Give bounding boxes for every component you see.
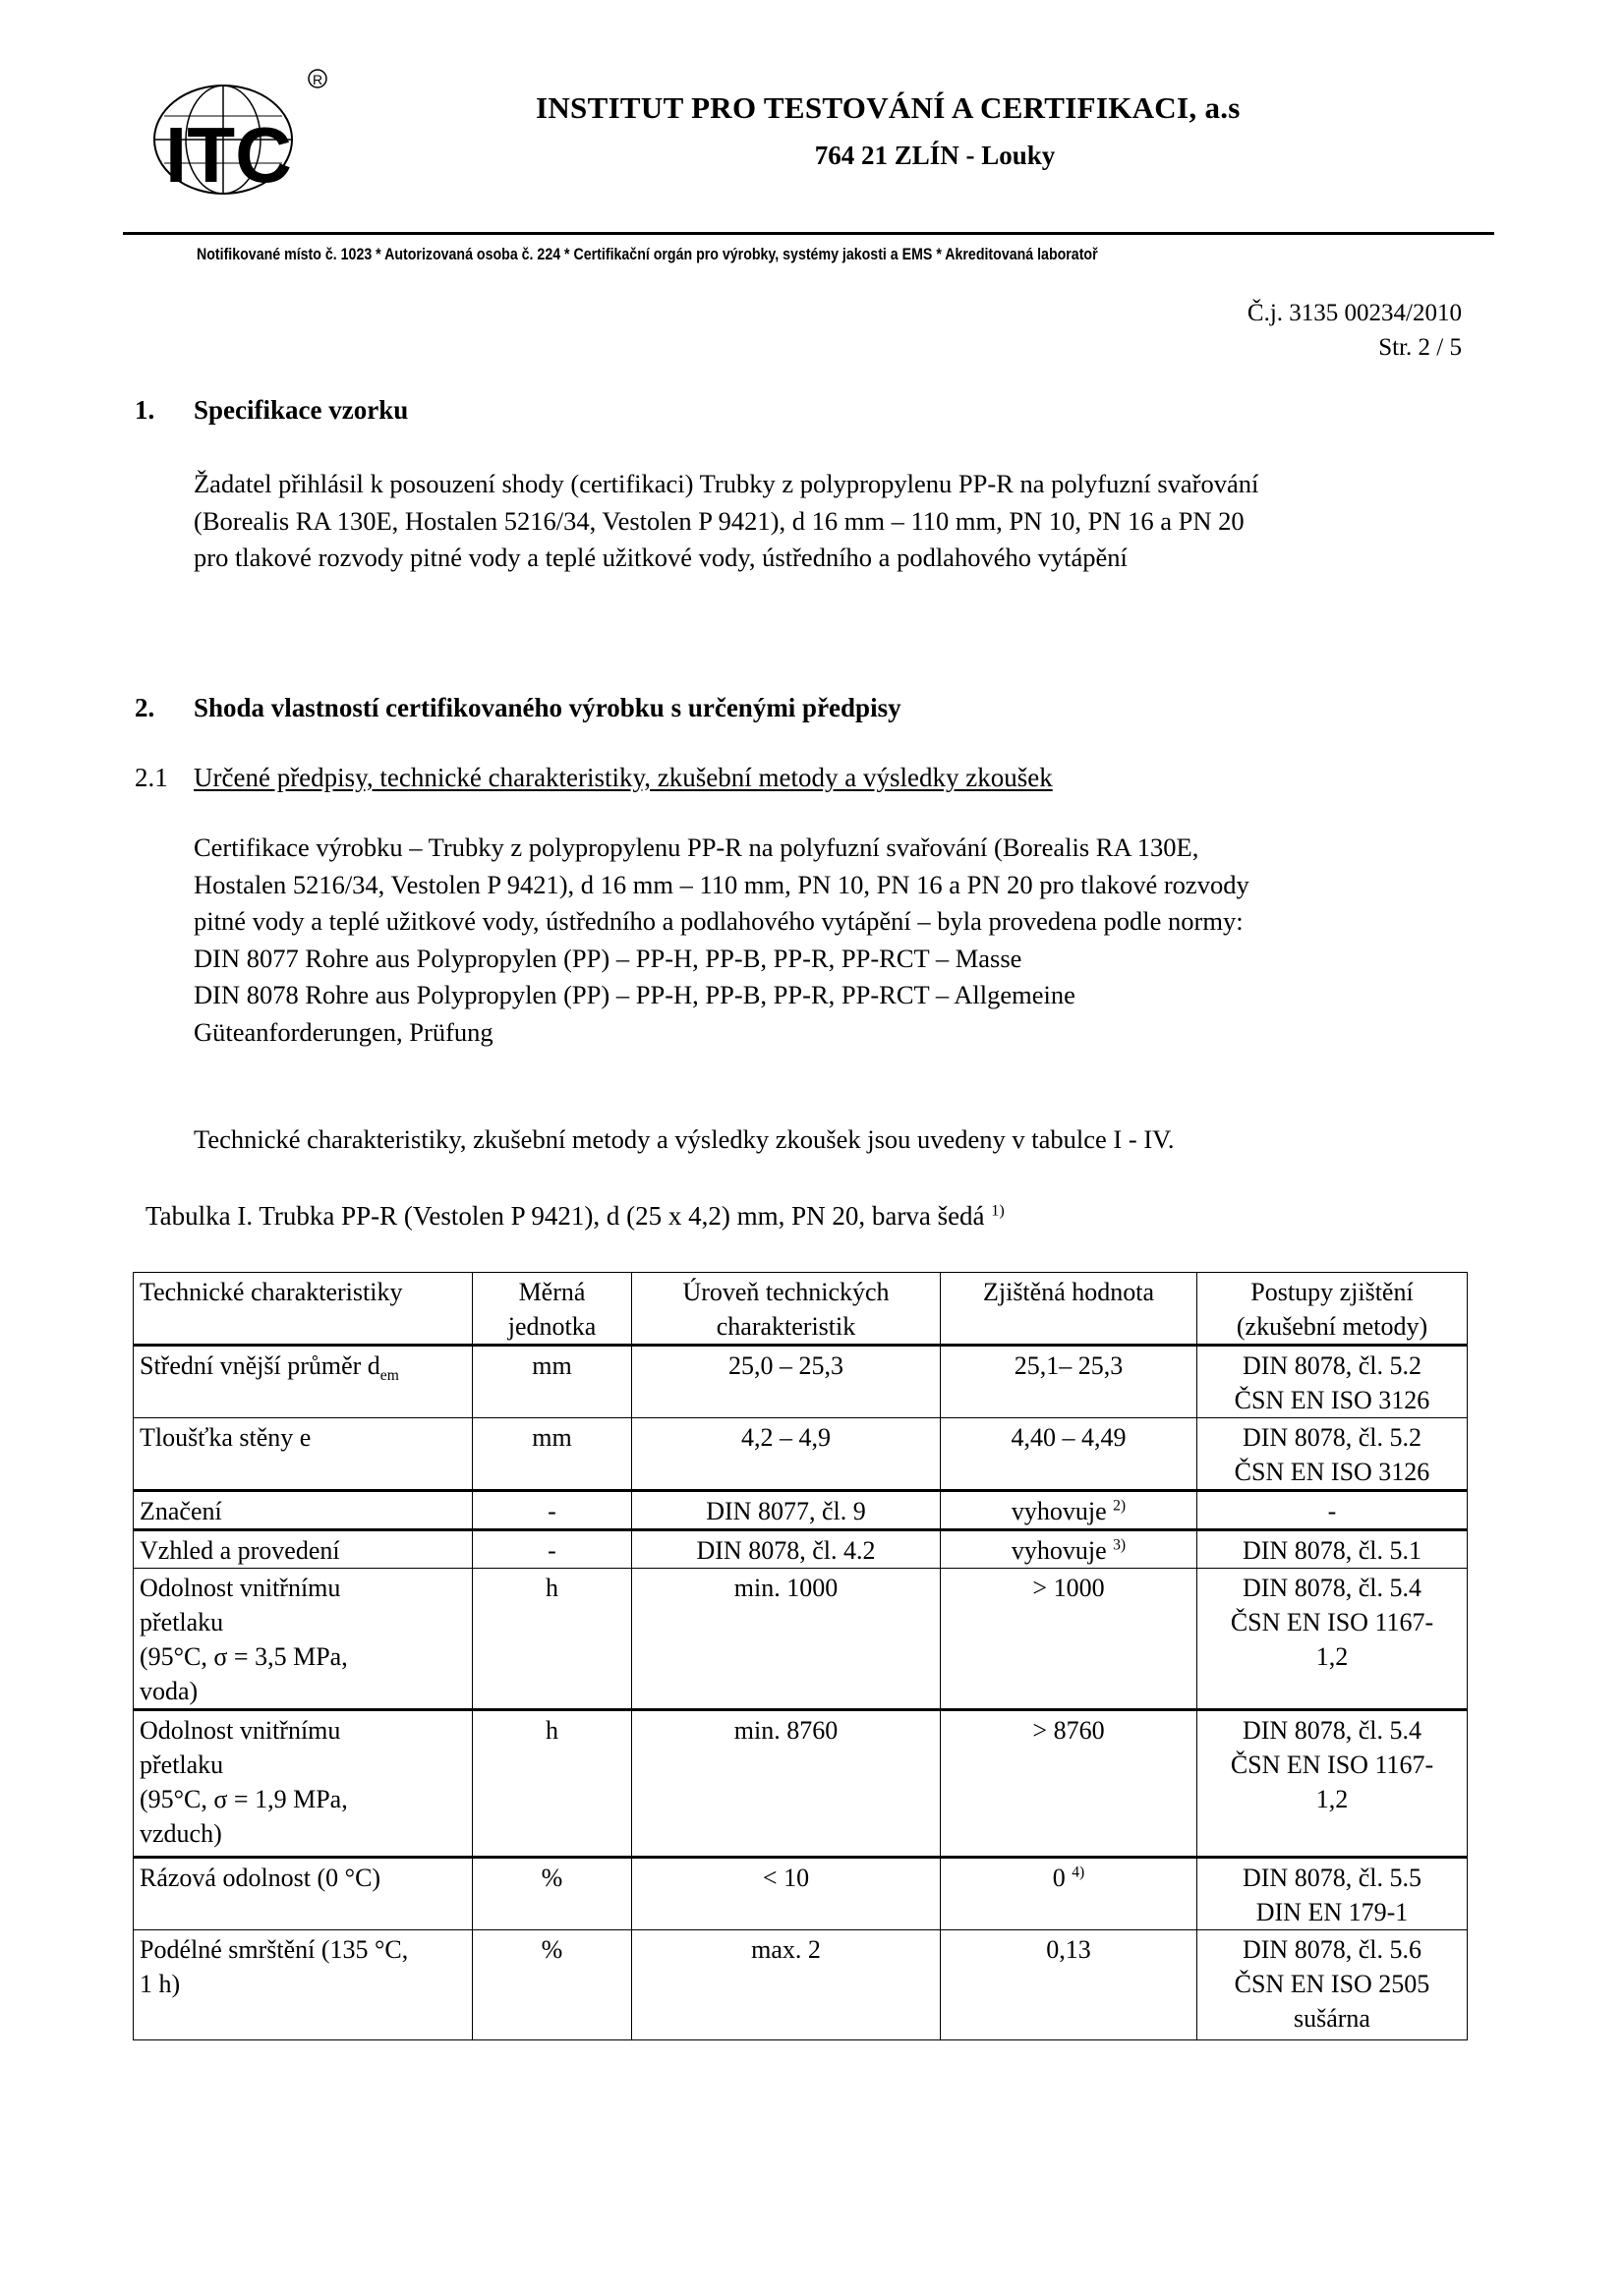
cell-characteristic: Podélné smrštění (135 °C, 1 h) bbox=[134, 1930, 473, 2040]
page-number: Str. 2 / 5 bbox=[1378, 334, 1462, 361]
cell-method: DIN 8078, čl. 5.4 ČSN EN ISO 1167- 1,2 bbox=[1197, 1710, 1468, 1858]
paragraph-line: pitné vody a teplé užitkové vody, ústředního a podlahového vytápění – byla provedena podle normy: bbox=[194, 906, 1244, 936]
cell-method: DIN 8078, čl. 5.5 DIN EN 179-1 bbox=[1197, 1858, 1468, 1930]
cell-requirement: 25,0 – 25,3 bbox=[632, 1346, 941, 1418]
table-header-row bbox=[134, 1273, 1468, 1346]
section-2-title: Shoda vlastností certifikovaného výrobku s určenými předpisy bbox=[194, 693, 901, 722]
cell-result: > 1000 bbox=[941, 1569, 1197, 1710]
cell-result: vyhovuje $^{2)}$ bbox=[941, 1491, 1197, 1530]
paragraph-line: Güteanforderungen, Prüfung bbox=[194, 1016, 493, 1047]
cell-characteristic: Značení bbox=[134, 1491, 473, 1530]
paragraph-line: (Borealis RA 130E, Hostalen 5216/34, Vestolen P 9421), d 16 mm – 110 mm, PN 10, PN 16 a PN 20 bbox=[194, 505, 1245, 536]
cell-requirement: < 10 bbox=[632, 1858, 941, 1930]
cell-unit: - bbox=[473, 1530, 632, 1569]
paragraph-line: pro tlakové rozvody pitné vody a teplé užitkové vody, ústředního a podlahového vytápění bbox=[194, 543, 1128, 572]
cell-unit: % bbox=[473, 1858, 632, 1930]
institute-address: 764 21 ZLÍN - Louky bbox=[814, 141, 1056, 170]
table-1 bbox=[133, 1272, 1468, 2040]
table-row bbox=[134, 1346, 1468, 1418]
paragraph-line: DIN 8078 Rohre aus Polypropylen (PP) – PP-H, PP-B, PP-R, PP-RCT – Allgemeine bbox=[194, 980, 1075, 1009]
cell-characteristic: Střední vnější průměr $d_{em}$ bbox=[134, 1346, 473, 1418]
cell-requirement: DIN 8077, čl. 9 bbox=[632, 1491, 941, 1530]
cell-requirement: DIN 8078, čl. 4.2 bbox=[632, 1530, 941, 1569]
table-1-caption bbox=[145, 1201, 1005, 1232]
section-1-paragraph bbox=[194, 466, 1258, 577]
cell-method: DIN 8078, čl. 5.6 ČSN EN ISO 2505 sušárna bbox=[1197, 1930, 1468, 2040]
caption-text: Tabulka I. Trubka PP-R (Vestolen P 9421), d (25 x 4,2) mm, PN 20, barva šedá bbox=[145, 1201, 985, 1231]
table-row bbox=[134, 1858, 1468, 1930]
header-characteristics: Technické charakteristiky bbox=[134, 1273, 473, 1346]
cell-unit: h bbox=[473, 1569, 632, 1710]
cell-unit: mm bbox=[473, 1418, 632, 1491]
cell-characteristic: Odolnost vnitřnímu přetlaku (95°C, σ = 3,5 MPa, voda) bbox=[134, 1569, 473, 1710]
cell-result: 0 $^{4)}$ bbox=[941, 1858, 1197, 1930]
cell-unit: h bbox=[473, 1710, 632, 1858]
cell-method: - bbox=[1197, 1491, 1468, 1530]
section-1-number: 1. bbox=[135, 395, 155, 425]
table-row bbox=[134, 1530, 1468, 1569]
svg-text:R: R bbox=[313, 72, 323, 87]
cell-characteristic: Tloušťka stěny e bbox=[134, 1418, 473, 1491]
subsection-2-1-paragraph bbox=[194, 830, 1249, 1051]
cell-unit: - bbox=[473, 1491, 632, 1530]
cell-requirement: 4,2 – 4,9 bbox=[632, 1418, 941, 1491]
cell-result: 0,13 bbox=[941, 1930, 1197, 2040]
caption-footnote: 1) bbox=[991, 1201, 1005, 1220]
cell-method: DIN 8078, čl. 5.4 ČSN EN ISO 1167- 1,2 bbox=[1197, 1569, 1468, 1710]
cell-result: 25,1– 25,3 bbox=[941, 1346, 1197, 1418]
cell-characteristic: Rázová odolnost (0 °C) bbox=[134, 1858, 473, 1930]
itc-logo bbox=[133, 59, 339, 206]
subsection-2-1-number: 2.1 bbox=[135, 763, 168, 792]
institute-name: INSTITUT PRO TESTOVÁNÍ A CERTIFIKACI, a.s bbox=[536, 90, 1241, 125]
cell-method: DIN 8078, čl. 5.2 ČSN EN ISO 3126 bbox=[1197, 1346, 1468, 1418]
cell-result: 4,40 – 4,49 bbox=[941, 1418, 1197, 1491]
table-row bbox=[134, 1710, 1468, 1858]
paragraph-line: DIN 8077 Rohre aus Polypropylen (PP) – PP-H, PP-B, PP-R, PP-RCT – Masse bbox=[194, 943, 1022, 973]
cell-requirement: min. 1000 bbox=[632, 1569, 941, 1710]
cell-result: > 8760 bbox=[941, 1710, 1197, 1858]
table-row bbox=[134, 1569, 1468, 1710]
section-1-title: Specifikace vzorku bbox=[194, 395, 409, 425]
reference-number: Č.j. 3135 00234/2010 bbox=[1247, 300, 1462, 326]
paragraph-line: Žadatel přihlásil k posouzení shody (certifikaci) Trubky z polypropylenu PP-R na polyfuzní svařování bbox=[194, 469, 1259, 498]
header-result: Zjištěná hodnota bbox=[941, 1273, 1197, 1346]
table-row bbox=[134, 1418, 1468, 1491]
header-requirement: Úroveň technických charakteristik bbox=[632, 1273, 941, 1346]
paragraph-line: Hostalen 5216/34, Vestolen P 9421), d 16 mm – 110 mm, PN 10, PN 16 a PN 20 pro tlakové rozvody bbox=[194, 869, 1249, 899]
note-text: Technické charakteristiky, zkušební metody a výsledky zkoušek jsou uvedeny v tabulce I - IV. bbox=[194, 1124, 1175, 1154]
section-2-number: 2. bbox=[135, 693, 155, 722]
cell-requirement: min. 8760 bbox=[632, 1710, 941, 1858]
svg-text:ITC: ITC bbox=[165, 111, 292, 199]
accreditation-notice: Notifikované místo č. 1023 * Autorizovaná osoba č. 224 * Certifikační orgán pro výrobky, systémy jakosti a EMS * Akreditovaná laboratoř bbox=[197, 246, 1098, 263]
table-row bbox=[134, 1491, 1468, 1530]
cell-unit: % bbox=[473, 1930, 632, 2040]
subsection-2-1-title: Určené předpisy, technické charakteristiky, zkušební metody a výsledky zkoušek bbox=[194, 763, 1053, 792]
header-unit: Měrná jednotka bbox=[473, 1273, 632, 1346]
paragraph-line: Certifikace výrobku – Trubky z polypropylenu PP-R na polyfuzní svařování (Borealis RA 130E, bbox=[194, 832, 1199, 862]
cell-result: vyhovuje $^{3)}$ bbox=[941, 1530, 1197, 1569]
cell-requirement: max. 2 bbox=[632, 1930, 941, 2040]
cell-characteristic: Odolnost vnitřnímu přetlaku (95°C, σ = 1,9 MPa, vzduch) bbox=[134, 1710, 473, 1858]
cell-method: DIN 8078, čl. 5.1 bbox=[1197, 1530, 1468, 1569]
cell-method: DIN 8078, čl. 5.2 ČSN EN ISO 3126 bbox=[1197, 1418, 1468, 1491]
globe-logo-icon bbox=[133, 59, 339, 206]
table-row bbox=[134, 1930, 1468, 2040]
cell-unit: mm bbox=[473, 1346, 632, 1418]
header-method: Postupy zjištění (zkušební metody) bbox=[1197, 1273, 1468, 1346]
tables-reference-note bbox=[194, 1121, 1175, 1159]
cell-characteristic: Vzhled a provedení bbox=[134, 1530, 473, 1569]
header-divider bbox=[123, 232, 1494, 235]
